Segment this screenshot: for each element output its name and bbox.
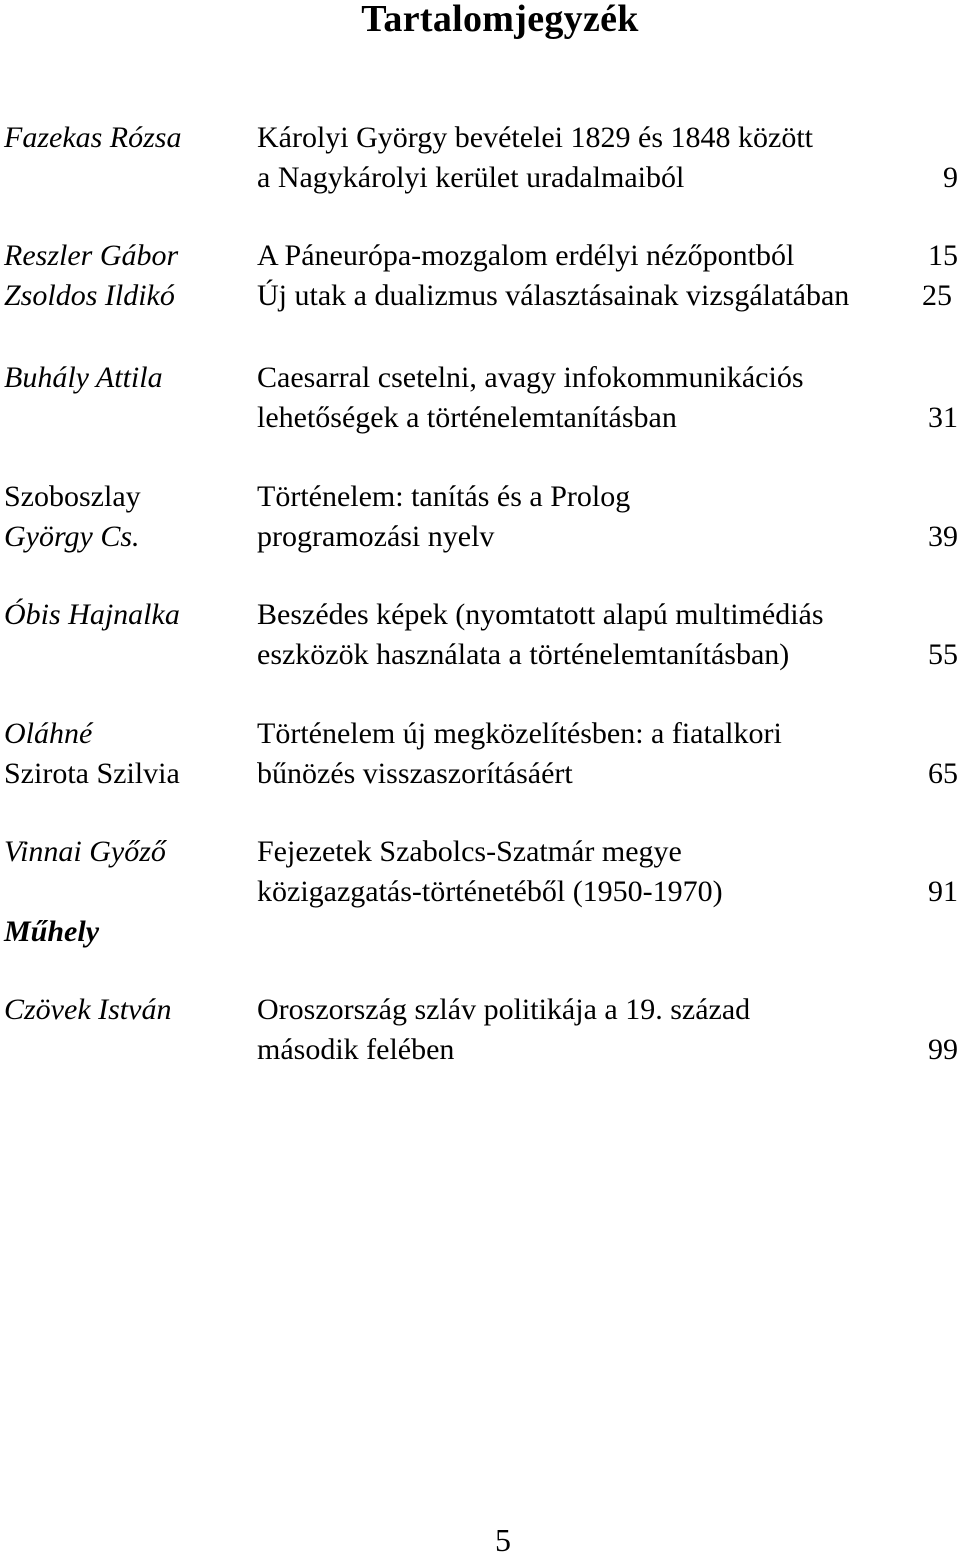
toc-author: Buhály Attila	[4, 361, 163, 394]
toc-page-number: 65	[928, 757, 958, 790]
toc-author: Vinnai Győző	[4, 835, 166, 868]
toc-author: Szoboszlay	[4, 480, 141, 513]
toc-entry-title: eszközök használata a történelemtanításban)	[257, 638, 790, 671]
toc-page-number: 9	[943, 161, 958, 194]
toc-entry-title: Történelem: tanítás és a Prolog	[257, 480, 631, 513]
toc-entry-title: lehetőségek a történelemtanításban	[257, 401, 677, 434]
toc-author: Zsoldos Ildikó	[4, 279, 175, 312]
toc-page-number: 25	[922, 279, 952, 312]
page-number: 5	[495, 1522, 511, 1558]
toc-page-number: 99	[928, 1033, 958, 1066]
toc-page-number: 55	[928, 638, 958, 671]
toc-page-number: 31	[928, 401, 958, 434]
toc-entry-title: második felében	[257, 1033, 455, 1066]
toc-author: Óbis Hajnalka	[4, 598, 180, 631]
page-title: Tartalomjegyzék	[361, 0, 639, 40]
toc-entry-title: Oroszország szláv politikája a 19. század	[257, 993, 751, 1026]
toc-entry-title: programozási nyelv	[257, 520, 495, 553]
toc-page-number: 15	[928, 239, 958, 272]
toc-entry-title: Új utak a dualizmus választásainak vizsgálatában	[257, 279, 850, 312]
toc-page-number: 39	[928, 520, 958, 553]
toc-entry-title: Károlyi György bevételei 1829 és 1848 között	[257, 121, 813, 154]
toc-entry-title: A Páneurópa-mozgalom erdélyi nézőpontból	[257, 239, 795, 272]
toc-author: Oláhné	[4, 717, 93, 750]
toc-author: Reszler Gábor	[4, 239, 179, 272]
toc-entry-title: bűnözés visszaszorításáért	[257, 757, 573, 790]
toc-author: György Cs.	[4, 520, 140, 553]
toc-entry-title: a Nagykárolyi kerület uradalmaiból	[257, 161, 685, 194]
section-heading: Műhely	[4, 915, 100, 948]
toc-author: Czövek István	[4, 993, 172, 1026]
toc-entry-title: Caesarral csetelni, avagy infokommunikációs	[257, 361, 804, 394]
toc-entry-title: Történelem új megközelítésben: a fiatalkori	[257, 717, 782, 750]
toc-entry-title: közigazgatás-történetéből (1950-1970)	[257, 875, 723, 908]
toc-page-number: 91	[928, 875, 958, 908]
toc-author: Szirota Szilvia	[4, 757, 180, 790]
toc-entry-title: Beszédes képek (nyomtatott alapú multimédiás	[257, 598, 824, 631]
toc-author: Fazekas Rózsa	[4, 121, 182, 154]
toc-entry-title: Fejezetek Szabolcs-Szatmár megye	[257, 835, 682, 868]
